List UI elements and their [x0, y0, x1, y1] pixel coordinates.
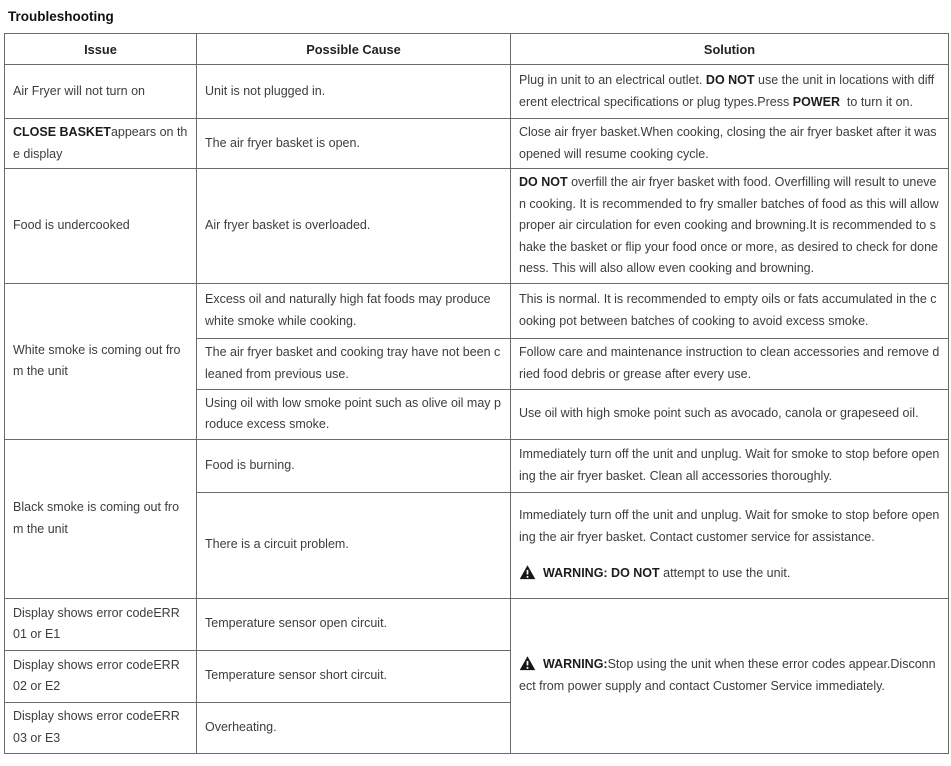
- text: overfill the air fryer basket with food. Overfilling will result to uneven cooking. It is recommended to fry smaller batches of food as this will allow proper air circulation for even cooking and browning.It is recommended to shake the basket or flip your food once or more, as desired to check for doneness. This will also allow even cooking and browning.: [519, 175, 943, 275]
- cause-cell: [197, 119, 511, 169]
- cell-paragraph: [205, 342, 502, 385]
- text: to turn it on.: [839, 94, 913, 109]
- issue-cell: [5, 598, 197, 650]
- solution-cell: [511, 439, 949, 492]
- issue-cell: [5, 650, 197, 702]
- cause-cell: [197, 702, 511, 753]
- text: Immediately turn off the unit and unplug. Wait for smoke to stop before opening the air fryer basket. Contact customer service for assistance.: [519, 508, 940, 544]
- bold-text: WARNING: DO NOT: [543, 566, 660, 581]
- text: Air fryer basket is overloaded.: [205, 218, 371, 232]
- cause-cell: [197, 169, 511, 284]
- cause-cell: [197, 338, 511, 389]
- text: There is a circuit problem.: [205, 537, 349, 552]
- bold-text: CLOSE BASKET: [13, 125, 111, 139]
- cell-paragraph: [519, 342, 940, 385]
- text: attempt to use the unit.: [659, 566, 791, 581]
- cell-paragraph: [519, 289, 940, 332]
- issue-cell: [5, 439, 197, 598]
- cell-paragraph: [205, 665, 502, 687]
- table-row: [5, 65, 949, 119]
- cell-paragraph: [205, 534, 502, 556]
- text: This is normal. It is recommended to empty oils or fats accumulated in the cooking pot between batches of cooking to avoid excess smoke.: [519, 292, 937, 328]
- bold-text: WARNING:: [543, 657, 608, 671]
- cell-paragraph: [13, 122, 188, 165]
- cell-paragraph: [519, 505, 940, 548]
- text: Follow care and maintenance instruction to clean accessories and remove dried food debris or grease after every use.: [519, 345, 940, 381]
- table-row: [5, 283, 949, 338]
- cell-paragraph: [13, 81, 188, 103]
- bold-text: DO NOT: [705, 73, 755, 87]
- warning-paragraph: [519, 563, 940, 585]
- text: Overheating.: [205, 719, 277, 734]
- bold-text: DO NOT: [519, 175, 568, 189]
- solution-cell: [511, 338, 949, 389]
- text: Display shows error codeERR 03 or E3: [13, 709, 184, 745]
- text: The air fryer basket and cooking tray have not been cleaned from previous use.: [205, 345, 501, 381]
- solution-cell: [511, 598, 949, 753]
- text: Display shows error codeERR 01 or E1: [13, 605, 184, 641]
- troubleshooting-table: [4, 33, 949, 754]
- warning-icon: [519, 564, 536, 581]
- warning-icon: [519, 655, 536, 672]
- header-possible-cause: Possible Cause: [197, 34, 511, 65]
- solution-cell: [511, 492, 949, 598]
- cause-cell: [197, 492, 511, 598]
- cell-paragraph: [205, 289, 502, 332]
- text: The air fryer basket is open.: [205, 135, 360, 150]
- troubleshooting-page: [0, 9, 951, 754]
- issue-cell: [5, 169, 197, 284]
- cell-paragraph: [205, 133, 502, 155]
- page-title: Troubleshooting: [8, 9, 114, 24]
- text: Excess oil and naturally high fat foods may produce white smoke while cooking.: [205, 292, 495, 328]
- solution-cell: [511, 169, 949, 284]
- cause-cell: [197, 283, 511, 338]
- cause-cell: [197, 598, 511, 650]
- text: Using oil with low smoke point such as olive oil may produce excess smoke.: [205, 395, 501, 431]
- text: Temperature sensor open circuit.: [205, 616, 388, 631]
- cell-paragraph: [519, 444, 940, 487]
- text: Stop using the unit when these error codes appear.Disconnect from power supply and contact Customer Service immediately.: [519, 657, 936, 693]
- text: Air Fryer will not turn on: [13, 83, 145, 98]
- table-row: [5, 169, 949, 284]
- text: Unit is not plugged in.: [205, 83, 326, 98]
- text: Use oil with high smoke point such as avocado, canola or grapeseed oil.: [519, 406, 919, 421]
- solution-cell: [511, 119, 949, 169]
- cell-paragraph: [519, 403, 940, 425]
- issue-cell: [5, 119, 197, 169]
- cell-paragraph: [13, 340, 188, 383]
- cell-paragraph: [13, 655, 188, 698]
- text: Immediately turn off the unit and unplug. Wait for smoke to stop before opening the air fryer basket. Clean all accessories thoroughly.: [519, 447, 940, 483]
- cause-cell: [197, 389, 511, 439]
- cell-paragraph: [205, 613, 502, 635]
- table-header-row: [5, 34, 949, 65]
- text: Food is undercooked: [13, 218, 130, 232]
- cause-cell: [197, 65, 511, 119]
- warning-paragraph: [519, 654, 940, 697]
- cell-paragraph: [519, 70, 940, 113]
- troubleshooting-table-body: [5, 65, 949, 754]
- text: Temperature sensor short circuit.: [205, 668, 388, 683]
- text: Close air fryer basket.When cooking, closing the air fryer basket after it was opened will resume cooking cycle.: [519, 125, 941, 161]
- solution-cell: [511, 65, 949, 119]
- cell-paragraph: [13, 497, 188, 540]
- text: Food is burning.: [205, 457, 295, 472]
- cell-paragraph: [13, 603, 188, 646]
- cell-paragraph: [205, 717, 502, 739]
- text: use the unit in locations with different electrical specifications or plug types.Press: [519, 73, 935, 109]
- text: appears on the display: [13, 125, 188, 161]
- issue-cell: [5, 65, 197, 119]
- text: Plug in unit to an electrical outlet.: [519, 73, 706, 87]
- cell-paragraph: [13, 706, 188, 749]
- cell-paragraph: [205, 455, 502, 477]
- text: White smoke is coming out from the unit: [13, 342, 181, 378]
- cell-paragraph: [519, 172, 943, 280]
- issue-cell: [5, 283, 197, 439]
- cell-paragraph: [205, 81, 502, 103]
- text: Display shows error codeERR 02 or E2: [13, 657, 184, 693]
- cell-paragraph: [519, 122, 940, 165]
- header-solution: Solution: [511, 34, 949, 65]
- table-row: [5, 119, 949, 169]
- cell-paragraph: [205, 215, 502, 237]
- solution-cell: [511, 283, 949, 338]
- cause-cell: [197, 439, 511, 492]
- header-issue: Issue: [5, 34, 197, 65]
- cell-paragraph: [13, 215, 188, 237]
- cell-paragraph: [205, 393, 502, 436]
- solution-cell: [511, 389, 949, 439]
- table-row: [5, 598, 949, 650]
- issue-cell: [5, 702, 197, 753]
- table-row: [5, 439, 949, 492]
- text: Black smoke is coming out from the unit: [13, 500, 180, 536]
- bold-text: POWER: [792, 94, 840, 109]
- cause-cell: [197, 650, 511, 702]
